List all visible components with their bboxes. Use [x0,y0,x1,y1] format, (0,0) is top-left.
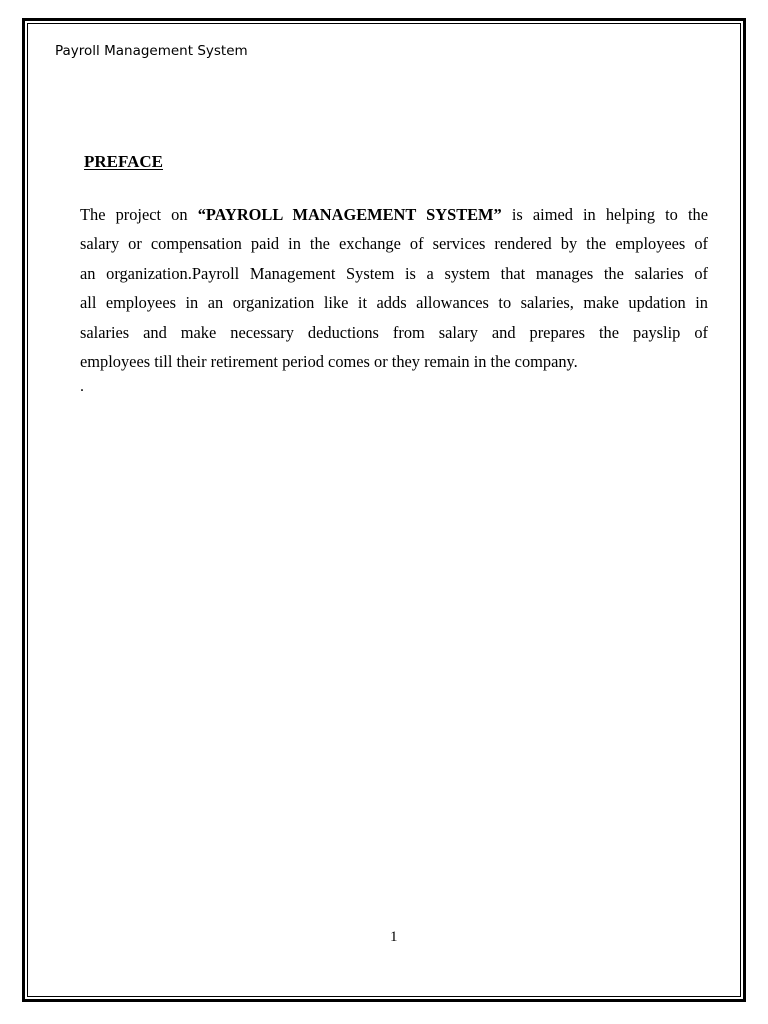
paragraph-line: employees till their retirement period comes or they remain in the company. [80,352,578,372]
paragraph-line: salaries and make necessary deductions from salary and prepares the payslip of [80,322,708,342]
preface-paragraph [80,200,708,376]
paragraph-line: all employees in an organization like it adds allowances to salaries, make updation in [80,293,708,313]
page-number: 1 [390,929,398,945]
line-text: is aimed in helping to the [501,205,708,224]
trailing-period: . [80,378,84,395]
section-heading: PREFACE [84,152,164,171]
paragraph-line: salary or compensation paid in the exchange of services rendered by the employees of [80,234,708,254]
line-text: The project on [80,205,198,224]
paragraph-line: an organization.Payroll Management System is a system that manages the salaries of [80,263,708,283]
paragraph-line [80,200,708,229]
running-header: Payroll Management System [55,43,248,59]
project-title-emphasis: “PAYROLL MANAGEMENT SYSTEM” [197,205,502,224]
